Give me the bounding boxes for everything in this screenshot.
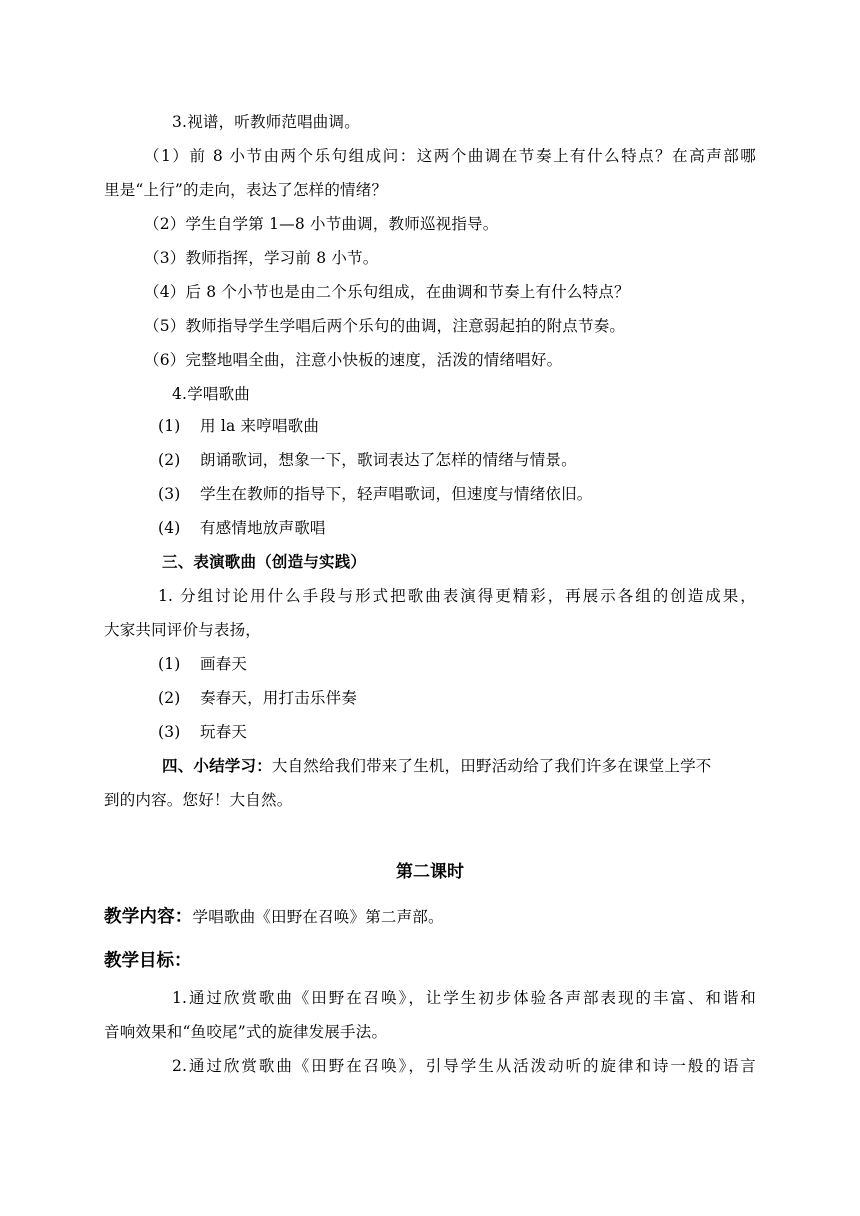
item4-num-3: (3)	[158, 485, 181, 503]
part4-line1	[162, 756, 712, 776]
q1-line1: （1）前 8 小节由两个乐句组成问：这两个曲调在节奏上有什么特点？在高声部哪	[144, 147, 756, 165]
goals-label: 教学目标：	[104, 951, 192, 971]
part3-text-3: 玩春天	[200, 723, 248, 741]
goal2-line1: 2.通过欣赏歌曲《田野在召唤》，引导学生从活泼动听的旋律和诗一般的语言	[172, 1057, 756, 1075]
item4-num-4: (4)	[158, 519, 181, 537]
item4-text-4: 有感情地放声歌唱	[200, 519, 326, 537]
item4-text-2: 朗诵歌词，想象一下，歌词表达了怎样的情绪与情景。	[200, 451, 577, 469]
content-text: 学唱歌曲《田野在召唤》第二声部。	[192, 908, 444, 926]
part3-p1-line1: 1. 分组讨论用什么手段与形式把歌曲表演得更精彩，再展示各组的创造成果，	[158, 587, 756, 605]
part4-text-line1: 大自然给我们带来了生机，田野活动给了我们许多在课堂上学不	[271, 757, 712, 775]
content-label: 教学内容：	[104, 907, 193, 927]
item4-num-2: (2)	[158, 451, 181, 469]
part3-text-2: 奏春天，用打击乐伴奏	[200, 689, 358, 707]
lesson2-content	[104, 906, 444, 928]
q6-text: （6）完整地唱全曲，注意小快板的速度，活泼的情绪唱好。	[144, 351, 563, 369]
part3-p1-line2: 大家共同评价与表扬，	[104, 621, 262, 639]
item4-title: 4.学唱歌曲	[172, 385, 250, 403]
lesson2-title: 第二课时	[396, 862, 464, 882]
part3-num-3: (3)	[158, 723, 181, 741]
part4-heading: 四、小结学习：	[162, 756, 272, 775]
part3-num-2: (2)	[158, 689, 181, 707]
item3-title: 3.视谱，听教师范唱曲调。	[172, 113, 360, 131]
q3-text: （3）教师指挥，学习前 8 小节。	[144, 249, 379, 267]
part4-line2: 到的内容。您好！大自然。	[104, 791, 293, 809]
part3-text-1: 画春天	[200, 655, 248, 673]
goal1-line1: 1.通过欣赏歌曲《田野在召唤》，让学生初步体验各声部表现的丰富、和谐和	[172, 989, 756, 1007]
q5-text: （5）教师指导学生学唱后两个乐句的曲调，注意弱起拍的附点节奏。	[144, 317, 626, 335]
part3-num-1: (1)	[158, 655, 181, 673]
q1-line2: 里是“上行”的走向，表达了怎样的情绪？	[104, 181, 388, 199]
part3-heading: 三、表演歌曲（创造与实践）	[162, 552, 367, 571]
item4-num-1: (1)	[158, 417, 181, 435]
goal1-line2: 音响效果和“鱼咬尾”式的旋律发展手法。	[104, 1023, 388, 1041]
q4-text: （4）后 8 个小节也是由二个乐句组成，在曲调和节奏上有什么特点？	[144, 283, 630, 301]
item4-text-1: 用 la 来哼唱歌曲	[200, 417, 320, 435]
item4-text-3: 学生在教师的指导下，轻声唱歌词，但速度与情绪依旧。	[200, 485, 593, 503]
q2-text: （2）学生自学第 1—8 小节曲调，教师巡视指导。	[144, 215, 499, 233]
